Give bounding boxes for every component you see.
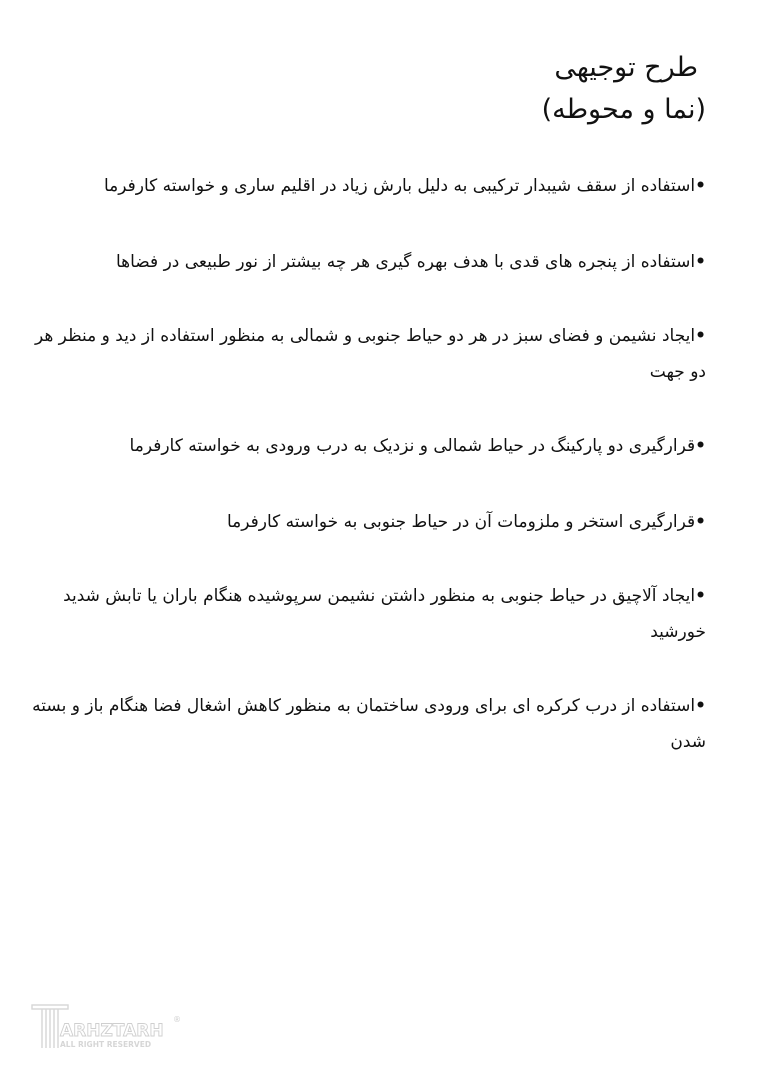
bullet-marker: • <box>695 436 706 456</box>
watermark-logo <box>30 1002 190 1052</box>
bullet-marker: • <box>695 252 706 272</box>
bullet-item <box>16 688 706 760</box>
page-subtitle: (نما و محوطه) <box>541 94 706 125</box>
bullet-item <box>116 244 706 280</box>
registered-mark-icon: ® <box>173 1015 181 1024</box>
bullet-text: استفاده از درب کرکره ای برای ورودی ساختمان به منظور کاهش اشغال فضا هنگام باز و بسته شدن <box>32 696 706 752</box>
bullet-text: استفاده از پنجره های قدی با هدف بهره گیری هر چه بیشتر از نور طبیعی در فضاها <box>115 252 696 272</box>
bullet-text: ایجاد آلاچیق در حیاط جنوبی به منظور داشتن نشیمن سرپوشیده هنگام باران یا تابش شدید خورشید <box>63 586 706 642</box>
bullet-text: قرارگیری استخر و ملزومات آن در حیاط جنوبی به خواسته کارفرما <box>226 512 696 532</box>
bullet-marker: • <box>695 586 706 606</box>
page-title: طرح توجیهی <box>554 52 698 83</box>
bullet-item <box>16 318 706 390</box>
bullet-item <box>227 504 706 540</box>
bullet-item <box>104 168 706 204</box>
bullet-item <box>16 578 706 650</box>
bullet-text: ایجاد نشیمن و فضای سبز در هر دو حیاط جنوبی و شمالی به منظور استفاده از دید و منظر هر دو جهت <box>34 326 706 382</box>
bullet-text: استفاده از سقف شیبدار ترکیبی به دلیل بارش زیاد در اقلیم ساری و خواسته کارفرما <box>103 176 696 196</box>
title-block <box>542 48 706 132</box>
bullet-marker: • <box>695 326 706 346</box>
logo-tagline: ALL RIGHT RESERVED <box>60 1040 152 1049</box>
bullet-marker: • <box>695 696 706 716</box>
logo-name: ARHZTARH <box>60 1021 164 1041</box>
bullet-marker: • <box>695 176 706 196</box>
bullet-marker: • <box>695 512 706 532</box>
bullet-item <box>130 428 706 464</box>
bullet-text: قرارگیری دو پارکینگ در حیاط شمالی و نزدیک به درب ورودی به خواسته کارفرما <box>129 436 696 456</box>
